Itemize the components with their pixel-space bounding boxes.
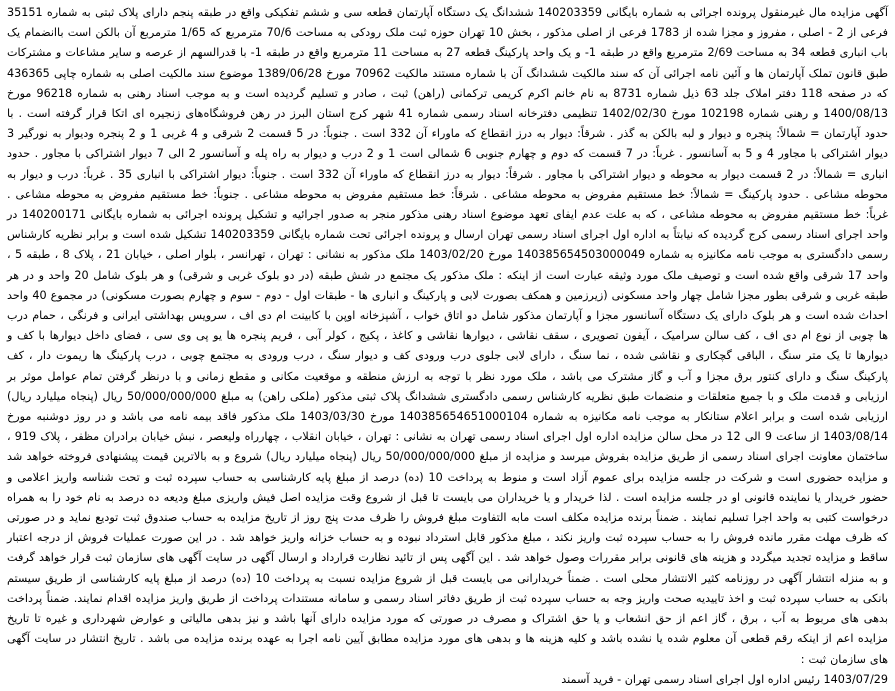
signature: رئیس اداره اول اجرای اسناد رسمی تهران - فرید آسمند xyxy=(561,672,820,686)
publish-date: 1403/07/29 xyxy=(823,672,888,686)
notice-body: آگهی مزایده مال غیرمنقول پرونده اجرائی به شماره بایگانی 140203359 ششدانگ یک دستگاه آپارتمان قطعه سی و ششم تفکیکی واقع در طبقه پنجم دارای پلاک ثبتی به شماره 35151 فرعی از 2 - اصلی ، مفروز و مجزا شده از 1783 فرعی از اصلی مذکور ، بخش 10 تهران حوزه ثبت ملک رودکی به مساحت 70/6 مترمربع که 1/65 مترمربع آن بالکن است باانضمام یک باب انباری قطعه 34 به مساحت 2/69 مترمربع واقع در طبقه 1- و یک واحد پارکینگ قطعه 27 به مساحت 11 مترمربع واقع در طبقه 1- با قدرالسهم از عرصه و سایر مشاعات و مشترکات طبق قانون تملک آپارتمان ها و آئین نامه اجرائی آن که سند مالکیت ششدانگ آن با شماره مستند مالکیت 70962 مورخ 1389/06/28 موضوع سند مالکیت اصلی به شماره چاپی 436365 که در صفحه 118 دفتر املاک جلد 63 ذیل شماره 8731 به نام خانم اکرم کریمی ترکمانی (راهن) ثبت ، صادر و تسلیم گردیده است و به موجب اسناد رهنی به شماره 96218 مورخ 1400/08/13 و رهنی شماره 102198 مورخ 1402/02/30 تنظیمی دفترخانه اسناد رسمی شماره 41 شهر کرج استان البرز در رهن فروشگاه‌های زنجیره ای اتکا قرار گرفته است . با حدود آپارتمان = شمالاً: پنجره و دیوار و لبه بالکن به گذر . شرقاً: دیوار به درز انقطاع که ماوراء آن 332 است . جنوباً: در 5 قسمت 2 شرقی و 4 غربی 1 و 2 پنجره ودیوار به نورگیر 3 دیوار اشتراکی با مجاور 4 و 5 به آسانسور . غرباً: در 7 قسمت که دوم و چهارم جنوبی 6 شمالی است 1 و 2 درب و دیوار به راه پله و آسانسور 2 الی 7 دیوار اشتراکی با مجاور . حدود انباری = شمالاً: در 2 قسمت دیوار به محوطه و دیوار اشتراکی با مجاور . شرقاً: دیوار به درز انقطاع که ماوراء آن 332 است . جنوباً: دیوار اشتراکی با انباری 35 . غرباً: درب و دیوار به محوطه مشاعی . حدود پارکینگ = شمالاً: خط مستقیم مفروض به محوطه مشاعی . شرقاً: خط مستقیم مفروض به محوطه مشاعی . جنوباً: خط مستقیم مفروض به محوطه مشاعی . غرباً: خط مستقیم مفروض به محوطه مشاعی ، که به علت عدم ایفای تعهد موضوع اسناد رهنی مذکور منجر به صدور اجرائیه و تشکیل پرونده اجرائی به شماره بایگانی 140200171 در واحد اجرای اسناد رسمی کرج گردیده که نیابتاً به اداره اول اجرای اسناد رسمی تهران ارسال و پرونده اجرائی تحت شماره بایگانی 140203359 تشکیل شده است و برابر نظریه کارشناس رسمی دادگستری به موجب نامه مکانیزه به شماره 140385654503000049 مورخ 1403/02/20 ملک مذکور به نشانی : تهران ، تهرانسر ، بلوار اصلی ، خیابان 21 ، پلاک 8 ، طبقه 5 ، واحد 17 شرقی واقع شده است و توصیف ملک مورد وثیقه عبارت است از اینکه : ملک مذکور یک مجتمع در شش طبقه (در دو بلوک غربی و شرقی) و هر بلوک شامل 20 واحد و در هر طبقه غربی و شرقی بطور مجزا شامل چهار واحد مسکونی (زیرزمین و همکف بصورت لابی و پارکینگ و انباری ها - طبقات اول - دوم - سوم و چهارم بصورت مسکونی) در مجموع 40 واحد احداث شده است و هر بلوک دارای یک دستگاه آسانسور مجزا و آپارتمان مذکور شامل دو اتاق خواب ، آشپزخانه اوپن با کابینت ام دی اف ، سرویس بهداشتی ایرانی و فرنگی ، حمام درب ها چوبی از نوع ام دی اف ، کف سالن سرامیک ، آیفون تصویری ، سقف نقاشی ، دیوارها نقاشی و کاغذ ، پکیج ، کولر آبی ، فریم پنجره ها یو پی وی سی ، فضای داخل دیوارها با کف و دیوارها تا یک متر سنگ ، الباقی گچکاری و نقاشی شده ، نما سنگ ، دارای لابی جلوی درب ورودی کف و دیوار سنگ ، درب ورودی به مجتمع چوبی ، درب پارکینگ ها ریموت دار ، کف پارکینگ سنگ و دارای کنتور برق مجزا و آب و گاز مشترک می باشد ، ملک مورد نظر با توجه به ارزش منطقه و موقعیت مکانی و مقطع زمانی و با درنظر گرفتن تمام عوامل موثر بر ارزیابی و قدمت ملک و با جمیع متعلقات و منضمات طبق نظریه کارشناس رسمی دادگستری ششدانگ پلاک ثبتی مذکور (ملکی راهن) به مبلغ 50/000/000/000 ریال (پنجاه میلیارد ریال) ارزیابی شده است و برابر اعلام ستانکار به موجب نامه مکانیزه به شماره 140385654651000104 مورخ 1403/03/30 ملک مذکور فاقد بیمه نامه می باشد و در روز دوشنبه مورخ 1403/08/14 از ساعت 9 الی 12 در محل سالن مزایده اداره اول اجرای اسناد رسمی تهران به نشانی : تهران ، خیابان انقلاب ، چهارراه ولیعصر ، نبش خیابان برادران مظفر ، پلاک 919 ، ساختمان معاونت اجرای اسناد رسمی از طریق مزایده بفروش میرسد و مزایده از مبلغ 50/000/000/000 ریال (پنجاه میلیارد ریال) شروع و به بالاترین قیمت پیشنهادی فروخته خواهد شد و مزایده حضوری است و شرکت در جلسه مزایده برای عموم آزاد است و منوط به پرداخت 10 (ده) درصد از مبلغ پایه کارشناسی به حساب سپرده ثبت و تحت شناسه واریز اعلامی و حضور خریدار یا نماینده قانونی او در جلسه مزایده است . لذا خریدار و یا خریداران می بایست تا قبل از شروع وقت مزایده اصل فیش واریزی مبلغ ودیعه ده درصد به نام خود را به همراه درخواست کتبی به واحد اجرا تسلیم نمایند . ضمناً برنده مزایده مکلف است مابه التفاوت مبلغ فروش را ظرف مدت پنج روز از تاریخ مزایده به حساب صندوق ثبت تودیع نماید و در صورتی که ظرف مهلت مقرر مانده فروش را به حساب سپرده ثبت واریز نکند ، مبلغ مذکور قابل استرداد نبوده و به حساب خزانه واریز خواهد شد . در این صورت عملیات فروش از درجه اعتبار ساقط و مزایده تجدید میگردد و هزینه های قانونی برابر مقررات وصول خواهد شد . این آگهی پس از تائید نظارت قرارداد و ارسال آگهی در سایت آگهی های سازمان ثبت قرار خواهد گرفت و به منزله انتشار آگهی در روزنامه کثیر الانتشار محلی است . ضمناً خریدارانی می بایست قبل از شروع مزایده نسبت به پرداخت 10 (ده) درصد از مبلغ پایه کارشناسی از طریق سیستم بانکی به حساب سپرده ثبت و اخذ تاییدیه صحت واریز وجه به حساب سپرده ثبت از طریق دفاتر اسناد رسمی و سامانه مستندات پرداخت از طریق واریز مزایده اقدام نمایند. ضمناً پرداخت بدهی های مربوط به آب ، برق ، گاز اعم از حق انشعاب و یا حق اشتراک و مصرف در صورتی که مورد مزایده دارای آنها باشد و نیز بدهی مالیاتی و عوارض شهرداری و غیره تا تاریخ مزایده اعم از اینکه رقم قطعی آن معلوم شده یا نشده باشد و کلیه هزینه ها و بدهی های مورد مزایده مطابق آیین نامه اجرا به عهده برنده مزایده می باشد . تاریخ انتشار در سایت آگهی های سازمان ثبت : xyxy=(7,6,889,666)
notice-footer xyxy=(7,670,888,690)
